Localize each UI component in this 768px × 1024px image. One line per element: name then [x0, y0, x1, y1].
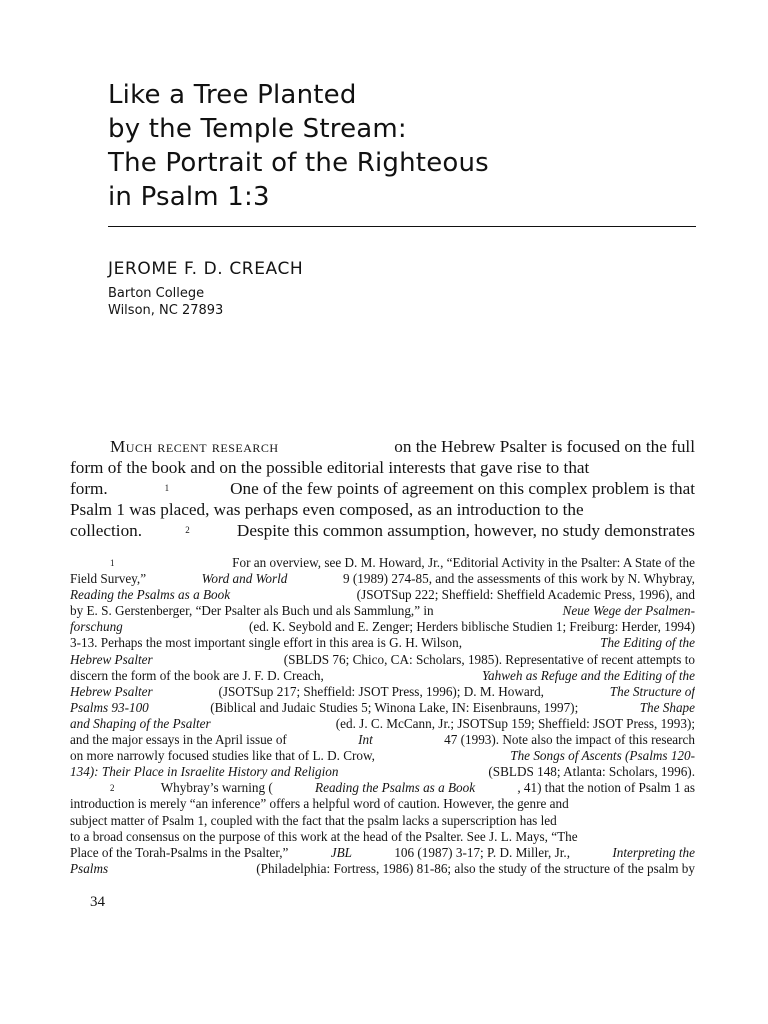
footnote-2-line: introduction is merely “an inference” offers a helpful word of caution. However, the genre and — [70, 796, 569, 812]
footnote-1-line: discern the form of the book are J. F. D. Creach, Yahweh as Refuge and the Editing of the — [70, 667, 695, 683]
footnote-1-line: on more narrowly focused studies like that of L. D. Crow, The Songs of Ascents (Psalms 120- — [70, 748, 695, 764]
footnote-1-line: by E. S. Gerstenberger, “Der Psalter als Buch und als Sammlung,” in Neue Wege der Psalmen- — [70, 603, 695, 619]
footnote-1-line: Hebrew Psalter (JSOTSup 217; Sheffield: JSOT Press, 1996); D. M. Howard, The Structure of — [70, 683, 695, 699]
title-divider — [108, 226, 696, 227]
footnote-ref-1[interactable]: 1 — [164, 483, 170, 493]
title-line: Like a Tree Planted — [108, 80, 357, 110]
title-line: in Psalm 1:3 — [108, 182, 270, 212]
institution-location: Wilson, NC 27893 — [108, 303, 224, 318]
footnote-1-mark: 1 — [110, 558, 115, 568]
body-line: collection. 2 Despite this common assumption, however, no study demonstrates — [70, 521, 695, 540]
body-paragraph — [70, 436, 695, 541]
footnote-1-line: Reading the Psalms as a Book (JSOTSup 222; Sheffield: Sheffield Academic Press, 1996), and — [70, 587, 695, 603]
footnote-2-line: 2 Whybray’s warning ( Reading the Psalms as a Book , 41) that the notion of Psalm 1 as — [110, 780, 695, 796]
body-line: Psalm 1 was placed, was perhaps even composed, as an introduction to the — [70, 500, 584, 519]
footnotes — [70, 555, 695, 877]
institution: Barton College — [108, 286, 205, 301]
footnote-2-line: subject matter of Psalm 1, coupled with the fact that the psalm lacks a superscription has led — [70, 812, 557, 828]
footnote-2-mark: 2 — [110, 783, 115, 794]
body-line: Much recent research on the Hebrew Psalter is focused on the full — [110, 437, 695, 456]
footnote-1-line: 3-13. Perhaps the most important single effort in this area is G. H. Wilson, The Editing of the — [70, 635, 695, 651]
page-number: 34 — [90, 894, 105, 910]
lead-in: Much recent research — [110, 437, 279, 456]
body-line: form of the book and on the possible editorial interests that gave rise to that — [70, 458, 590, 477]
footnote-2-line: Psalms (Philadelphia: Fortress, 1986) 81-86; also the study of the structure of the psalm by — [70, 860, 695, 876]
footnote-2-line: to a broad consensus on the purpose of this work at the head of the Psalter. See J. L. Mays, “The — [70, 828, 578, 844]
author-name: JEROME F. D. CREACH — [108, 259, 304, 279]
footnote-1-line: and the major essays in the April issue of Int 47 (1993). Note also the impact of this research — [70, 732, 695, 748]
title-line: The Portrait of the Righteous — [108, 148, 489, 178]
title-line: by the Temple Stream: — [108, 114, 407, 144]
footnote-1-line: Psalms 93-100 (Biblical and Judaic Studies 5; Winona Lake, IN: Eisenbrauns, 1997); The Shape — [70, 699, 695, 715]
article-title — [108, 78, 708, 214]
footnote-2-line: Place of the Torah-Psalms in the Psalter,” JBL 106 (1987) 3-17; P. D. Miller, Jr., Interpreting the — [70, 844, 695, 860]
footnote-ref-2[interactable]: 2 — [185, 525, 190, 535]
footnote-1-line: 134): Their Place in Israelite History and Religion (SBLDS 148; Atlanta: Scholars, 1996). — [70, 764, 695, 780]
footnote-1-line: 1 For an overview, see D. M. Howard, Jr., “Editorial Activity in the Psalter: A State of the — [110, 555, 695, 570]
footnote-1-line: Hebrew Psalter (SBLDS 76; Chico, CA: Scholars, 1985). Representative of recent attempts to — [70, 651, 695, 667]
body-line: form. 1 One of the few points of agreement on this complex problem is that — [70, 479, 695, 498]
footnote-1-line: Field Survey,” Word and World 9 (1989) 274-85, and the assessments of this work by N. Whybray, — [70, 571, 695, 587]
footnote-1-line: and Shaping of the Psalter (ed. J. C. McCann, Jr.; JSOTSup 159; Sheffield: JSOT Press, 1993); — [70, 715, 695, 731]
author-affiliation — [108, 285, 223, 319]
footnote-1-line: forschung (ed. K. Seybold and E. Zenger; Herders biblische Studien 1; Freiburg: Herder, 1994) — [70, 619, 695, 635]
